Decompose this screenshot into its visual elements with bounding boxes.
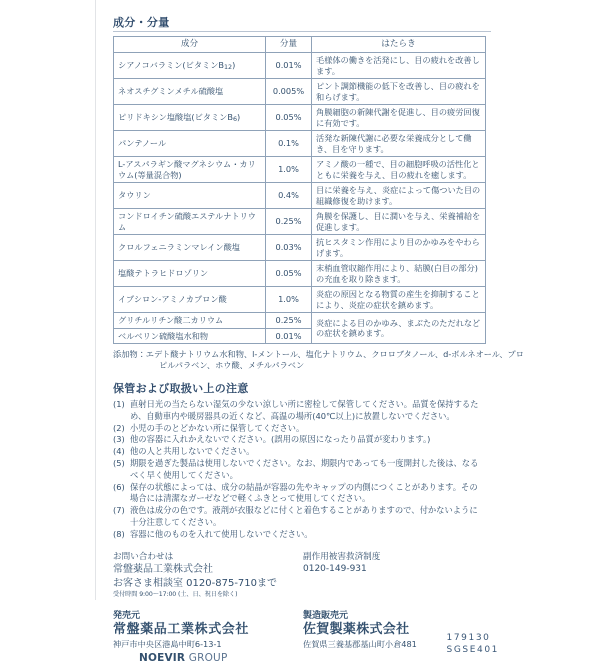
precaution-text: 小児の手のとどかない所に保管してください。 xyxy=(130,422,305,433)
ingredient-name: ピリドキシン塩酸塩(ビタミンB6) xyxy=(114,105,266,131)
ingredient-effect: 毛様体の働きを活発にし、目の疲れを改善します。 xyxy=(312,53,486,79)
ingredient-name: パンテノール xyxy=(114,131,266,157)
noevir-group-logo xyxy=(113,652,303,664)
relief-system-phone: 0120-149-931 xyxy=(303,563,367,574)
precaution-item xyxy=(113,529,485,541)
ingredient-amount: 0.03% xyxy=(266,235,312,261)
ingredient-effect: 抗ヒスタミン作用により目のかゆみをやわらげます。 xyxy=(312,235,486,261)
precaution-item xyxy=(113,446,485,458)
precaution-number: (1) xyxy=(113,399,125,410)
precaution-item xyxy=(113,458,485,482)
ingredient-name: グリチルリチン酸二カリウム xyxy=(114,313,266,329)
ingredient-amount: 0.1% xyxy=(266,131,312,157)
ingredients-heading: 成分・分量 xyxy=(113,14,491,32)
ingredient-name: L-アスパラギン酸マグネシウム・カリウム(等量混合物) xyxy=(114,157,266,183)
ingredient-name: シアノコバラミン(ビタミンB12) xyxy=(114,53,266,79)
ingredient-name: コンドロイチン硫酸エステルナトリウム xyxy=(114,209,266,235)
ingredient-name: 塩酸テトラヒドロゾリン xyxy=(114,261,266,287)
manufacturer-address: 佐賀県三養基郡基山町小倉481 xyxy=(303,639,417,650)
ingredient-amount: 0.05% xyxy=(266,105,312,131)
ingredient-effect: 炎症による目のかゆみ、まぶたのただれなどの症状を鎮めます。 xyxy=(312,313,486,344)
table-header-row xyxy=(114,37,486,53)
makers-section xyxy=(113,608,499,664)
code-line-1: 179130 xyxy=(446,632,491,643)
table-row xyxy=(114,79,486,105)
ingredient-effect: 末梢血管収縮作用により、結膜(白目の部分)の充血を取り除きます。 xyxy=(312,261,486,287)
relief-system-label: 副作用被害救済制度 xyxy=(303,551,381,562)
additives-label: 添加物： xyxy=(113,349,146,359)
ingredient-amount: 0.05% xyxy=(266,261,312,287)
ingredient-amount: 1.0% xyxy=(266,287,312,313)
ingredient-amount: 1.0% xyxy=(266,157,312,183)
ingredient-amount: 0.01% xyxy=(266,328,312,344)
ingredients-table xyxy=(113,36,486,344)
table-row xyxy=(114,105,486,131)
precautions-heading: 保管および取扱い上の注意 xyxy=(113,382,249,396)
precaution-item xyxy=(113,399,485,423)
ingredient-amount: 0.4% xyxy=(266,183,312,209)
inquiry-label: お問い合わせは xyxy=(113,551,174,562)
document-code xyxy=(447,632,499,656)
precaution-number: (8) xyxy=(113,528,125,539)
table-row xyxy=(114,209,486,235)
ingredient-effect: 目に栄養を与え、炎症によって傷ついた目の組織修復を助けます。 xyxy=(312,183,486,209)
column-header-amount: 分量 xyxy=(266,37,312,53)
customer-desk-phone: お客さま相談室 0120-875-710まで xyxy=(113,577,278,589)
ingredient-name: タウリン xyxy=(114,183,266,209)
table-row xyxy=(114,235,486,261)
table-row xyxy=(114,53,486,79)
precaution-text: 直射日光の当たらない湿気の少ない涼しい所に密栓して保管してください。品質を保持するため、自動車内や暖房器具の近くなど、高温の場所(40℃以上)に放置しないでください。 xyxy=(130,399,479,421)
column-header-name: 成分 xyxy=(114,37,266,53)
contact-section xyxy=(113,551,491,600)
precaution-number: (6) xyxy=(113,481,125,492)
brand-name: NOEVIR xyxy=(139,652,186,664)
precaution-number: (2) xyxy=(113,422,125,433)
ingredient-name: ネオスチグミンメチル硫酸塩 xyxy=(114,79,266,105)
table-row xyxy=(114,287,486,313)
ingredient-effect: 角膜を保護し、目に潤いを与え、栄養補給を促進します。 xyxy=(312,209,486,235)
inquiry-company: 常盤薬品工業株式会社 xyxy=(113,563,213,575)
table-row xyxy=(114,313,486,329)
relief-system-block xyxy=(303,551,485,600)
ingredient-amount: 0.01% xyxy=(266,53,312,79)
precaution-number: (3) xyxy=(113,434,125,445)
inquiry-block xyxy=(113,551,303,600)
package-insert-page xyxy=(113,14,524,664)
precaution-number: (5) xyxy=(113,458,125,469)
precaution-text: 保存の状態によっては、成分の結晶が容器の先やキャップの内側につくことがあります。その場合には清潔なガーゼなどで軽くふきとって使用してください。 xyxy=(130,481,478,504)
precautions-list xyxy=(113,399,485,540)
seller-role-label: 発売元 xyxy=(113,610,141,621)
precaution-number: (4) xyxy=(113,446,125,457)
precaution-text: 他の人と共用しないでください。 xyxy=(130,446,255,457)
brand-suffix: GROUP xyxy=(188,652,228,664)
reception-hours: 受付時間 9:00〜17:00 (土、日、祝日を除く) xyxy=(113,591,238,599)
ingredient-effect: ピント調節機能の低下を改善し、目の疲れを和らげます。 xyxy=(312,79,486,105)
ingredient-name: クロルフェニラミンマレイン酸塩 xyxy=(114,235,266,261)
ingredient-name: イプシロン-アミノカプロン酸 xyxy=(114,287,266,313)
ingredient-effect: 角膜細胞の新陳代謝を促進し、目の疲労回復に有効です。 xyxy=(312,105,486,131)
precaution-number: (7) xyxy=(113,505,125,516)
precaution-item xyxy=(113,423,485,435)
table-row xyxy=(114,157,486,183)
additives-text: エデト酸ナトリウム水和物、l-メントール、塩化ナトリウム、クロロブタノール、d-ボルネオール、プロピルパラベン、ホウ酸、メチルパラベン xyxy=(145,349,524,371)
ingredient-name: ベルベリン硫酸塩水和物 xyxy=(114,328,266,344)
ingredients-table-body xyxy=(114,53,486,344)
additives-line xyxy=(113,349,531,371)
precaution-text: 容器に他のものを入れて使用しないでください。 xyxy=(130,528,313,539)
table-row xyxy=(114,261,486,287)
precaution-item xyxy=(113,434,485,446)
precaution-item xyxy=(113,505,485,529)
column-header-effect: はたらき xyxy=(312,37,486,53)
ingredient-effect: アミノ酸の一種で、目の細胞呼吸の活性化とともに栄養を与え、目の疲れを癒します。 xyxy=(312,157,486,183)
precaution-text: 他の容器に入れかえないでください。(誤用の原因になったり品質が変わります。) xyxy=(130,434,431,445)
table-row xyxy=(114,183,486,209)
precaution-item xyxy=(113,482,485,506)
manufacturer-company-name: 佐賀製薬株式会社 xyxy=(303,621,410,637)
ingredient-effect: 活発な新陳代謝に必要な栄養成分として働き、目を守ります。 xyxy=(312,131,486,157)
seller-address: 神戸市中央区港島中町6-13-1 xyxy=(113,639,222,650)
seller-company-name: 常盤薬品工業株式会社 xyxy=(113,621,250,637)
paper-fold-crease xyxy=(95,0,96,600)
precaution-text: 液色は成分の色です。液剤が衣服などに付くと着色することがありますので、付かないように十分注意してください。 xyxy=(130,505,478,527)
seller-block xyxy=(113,608,303,664)
precaution-text: 期限を過ぎた製品は使用しないでください。なお、期限内であっても一度開封した後は、なるべく早く使用してください。 xyxy=(130,458,479,480)
ingredient-amount: 0.25% xyxy=(266,313,312,329)
precautions-section xyxy=(113,380,491,540)
ingredient-amount: 0.005% xyxy=(266,79,312,105)
ingredient-effect: 炎症の原因となる物質の産生を抑制することにより、炎症の症状を鎮めます。 xyxy=(312,287,486,313)
table-row xyxy=(114,131,486,157)
code-line-2: SGSE401 xyxy=(446,645,499,656)
ingredients-section xyxy=(113,14,524,371)
manufacturer-role-label: 製造販売元 xyxy=(303,610,349,621)
ingredient-amount: 0.25% xyxy=(266,209,312,235)
